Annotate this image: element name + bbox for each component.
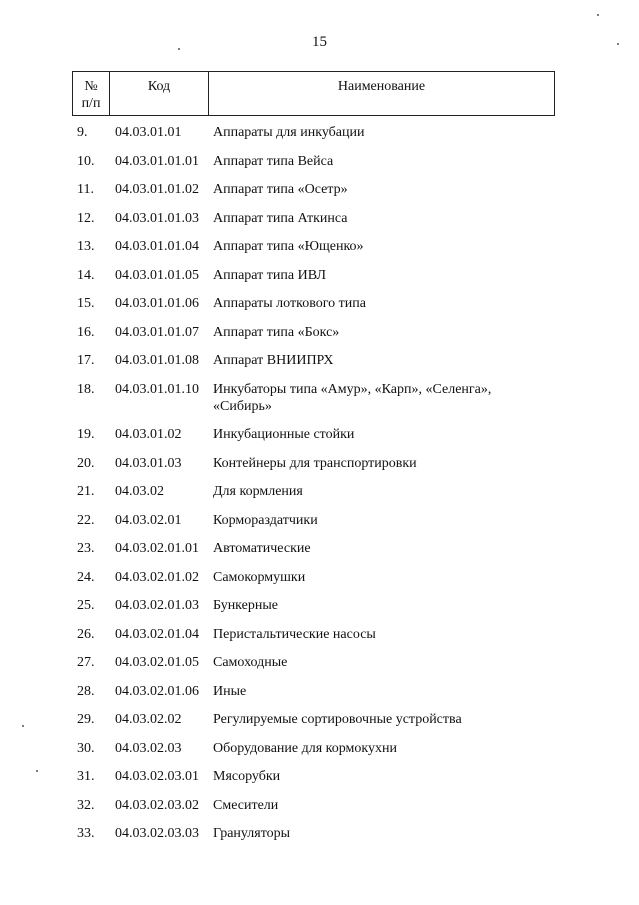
row-number: 18. bbox=[77, 382, 95, 397]
row-name: Автоматические bbox=[213, 541, 311, 556]
row-code: 04.03.02 bbox=[115, 484, 164, 499]
row-number: 14. bbox=[77, 268, 95, 283]
row-number: 17. bbox=[77, 353, 95, 368]
row-name: Иные bbox=[213, 684, 247, 699]
row-number: 31. bbox=[77, 769, 95, 784]
row-code: 04.03.01.01.08 bbox=[115, 353, 199, 368]
row-name: Аппарат типа Аткинса bbox=[213, 211, 348, 226]
row-number: 22. bbox=[77, 513, 95, 528]
row-name: Аппараты для инкубации bbox=[213, 125, 365, 140]
scan-speck bbox=[22, 725, 24, 727]
scan-speck bbox=[617, 43, 619, 45]
row-code: 04.03.02.01.06 bbox=[115, 684, 199, 699]
scan-speck bbox=[178, 48, 180, 50]
row-code: 04.03.02.01 bbox=[115, 513, 182, 528]
row-code: 04.03.01.01.07 bbox=[115, 325, 199, 340]
row-number: 20. bbox=[77, 456, 95, 471]
table-header bbox=[72, 71, 555, 116]
scan-speck bbox=[36, 770, 38, 772]
row-number: 12. bbox=[77, 211, 95, 226]
row-name: Аппарат типа «Бокс» bbox=[213, 325, 340, 340]
header-code-column: Код bbox=[110, 72, 209, 115]
header-number-column bbox=[73, 72, 110, 115]
row-name: Смесители bbox=[213, 798, 279, 813]
row-name: Инкубационные стойки bbox=[213, 427, 355, 442]
row-name: Грануляторы bbox=[213, 826, 291, 841]
row-number: 25. bbox=[77, 598, 95, 613]
row-name: Для кормления bbox=[213, 484, 303, 499]
row-number: 10. bbox=[77, 154, 95, 169]
row-number: 16. bbox=[77, 325, 95, 340]
row-number: 9. bbox=[77, 125, 88, 140]
row-code: 04.03.02.01.04 bbox=[115, 627, 199, 642]
row-name: Регулируемые сортировочные устройства bbox=[213, 712, 462, 727]
row-name: Самоходные bbox=[213, 655, 288, 670]
row-number: 28. bbox=[77, 684, 95, 699]
row-code: 04.03.01.03 bbox=[115, 456, 182, 471]
row-name: Бункерные bbox=[213, 598, 278, 613]
row-name: Мясорубки bbox=[213, 769, 281, 784]
row-number: 23. bbox=[77, 541, 95, 556]
row-code: 04.03.02.01.03 bbox=[115, 598, 199, 613]
header-name-column: Наименование bbox=[337, 79, 426, 94]
row-code: 04.03.01.01.10 bbox=[115, 382, 199, 397]
row-code: 04.03.01.01.04 bbox=[115, 239, 199, 254]
row-name: Аппарат типа Вейса bbox=[213, 154, 334, 169]
row-code: 04.03.01.01.01 bbox=[115, 154, 199, 169]
row-code: 04.03.02.03.01 bbox=[115, 769, 199, 784]
row-code: 04.03.02.03.02 bbox=[115, 798, 199, 813]
row-code: 04.03.01.01.02 bbox=[115, 182, 199, 197]
row-number: 32. bbox=[77, 798, 95, 813]
row-number: 24. bbox=[77, 570, 95, 585]
row-code: 04.03.02.01.01 bbox=[115, 541, 199, 556]
row-name: Аппарат ВНИИПРХ bbox=[213, 353, 334, 368]
row-name: Аппарат типа ИВЛ bbox=[213, 268, 327, 283]
row-code: 04.03.01.01.03 bbox=[115, 211, 199, 226]
row-number: 33. bbox=[77, 826, 95, 841]
row-name: Кормораздатчики bbox=[213, 513, 318, 528]
row-number: 19. bbox=[77, 427, 95, 442]
row-code: 04.03.02.03 bbox=[115, 741, 182, 756]
row-number: 27. bbox=[77, 655, 95, 670]
row-number: 29. bbox=[77, 712, 95, 727]
row-code: 04.03.01.02 bbox=[115, 427, 182, 442]
row-name: Аппарат типа «Осетр» bbox=[213, 182, 348, 197]
row-name: Контейнеры для транспортировки bbox=[213, 456, 417, 471]
row-name: Аппарат типа «Ющенко» bbox=[213, 239, 364, 254]
row-name: Самокормушки bbox=[213, 570, 306, 585]
row-code: 04.03.02.03.03 bbox=[115, 826, 199, 841]
row-number: 11. bbox=[77, 182, 94, 197]
header-number-label: № bbox=[84, 79, 98, 94]
row-number: 13. bbox=[77, 239, 95, 254]
page-number: 15 bbox=[312, 34, 327, 50]
row-number: 15. bbox=[77, 296, 95, 311]
row-number: 30. bbox=[77, 741, 95, 756]
row-number: 21. bbox=[77, 484, 95, 499]
row-code: 04.03.02.01.05 bbox=[115, 655, 199, 670]
row-name: Инкубаторы типа «Амур», «Карп», «Селенга», «Сибирь» bbox=[213, 382, 492, 414]
header-number-sublabel: п/п bbox=[81, 96, 101, 111]
row-name: Перистальтические насосы bbox=[213, 627, 376, 642]
row-code: 04.03.01.01.06 bbox=[115, 296, 199, 311]
row-code: 04.03.02.02 bbox=[115, 712, 182, 727]
row-code: 04.03.01.01.05 bbox=[115, 268, 199, 283]
row-name: Оборудование для кормокухни bbox=[213, 741, 398, 756]
row-code: 04.03.01.01 bbox=[115, 125, 182, 140]
row-code: 04.03.02.01.02 bbox=[115, 570, 199, 585]
row-name: Аппараты лоткового типа bbox=[213, 296, 366, 311]
row-number: 26. bbox=[77, 627, 95, 642]
scan-speck bbox=[597, 14, 599, 16]
